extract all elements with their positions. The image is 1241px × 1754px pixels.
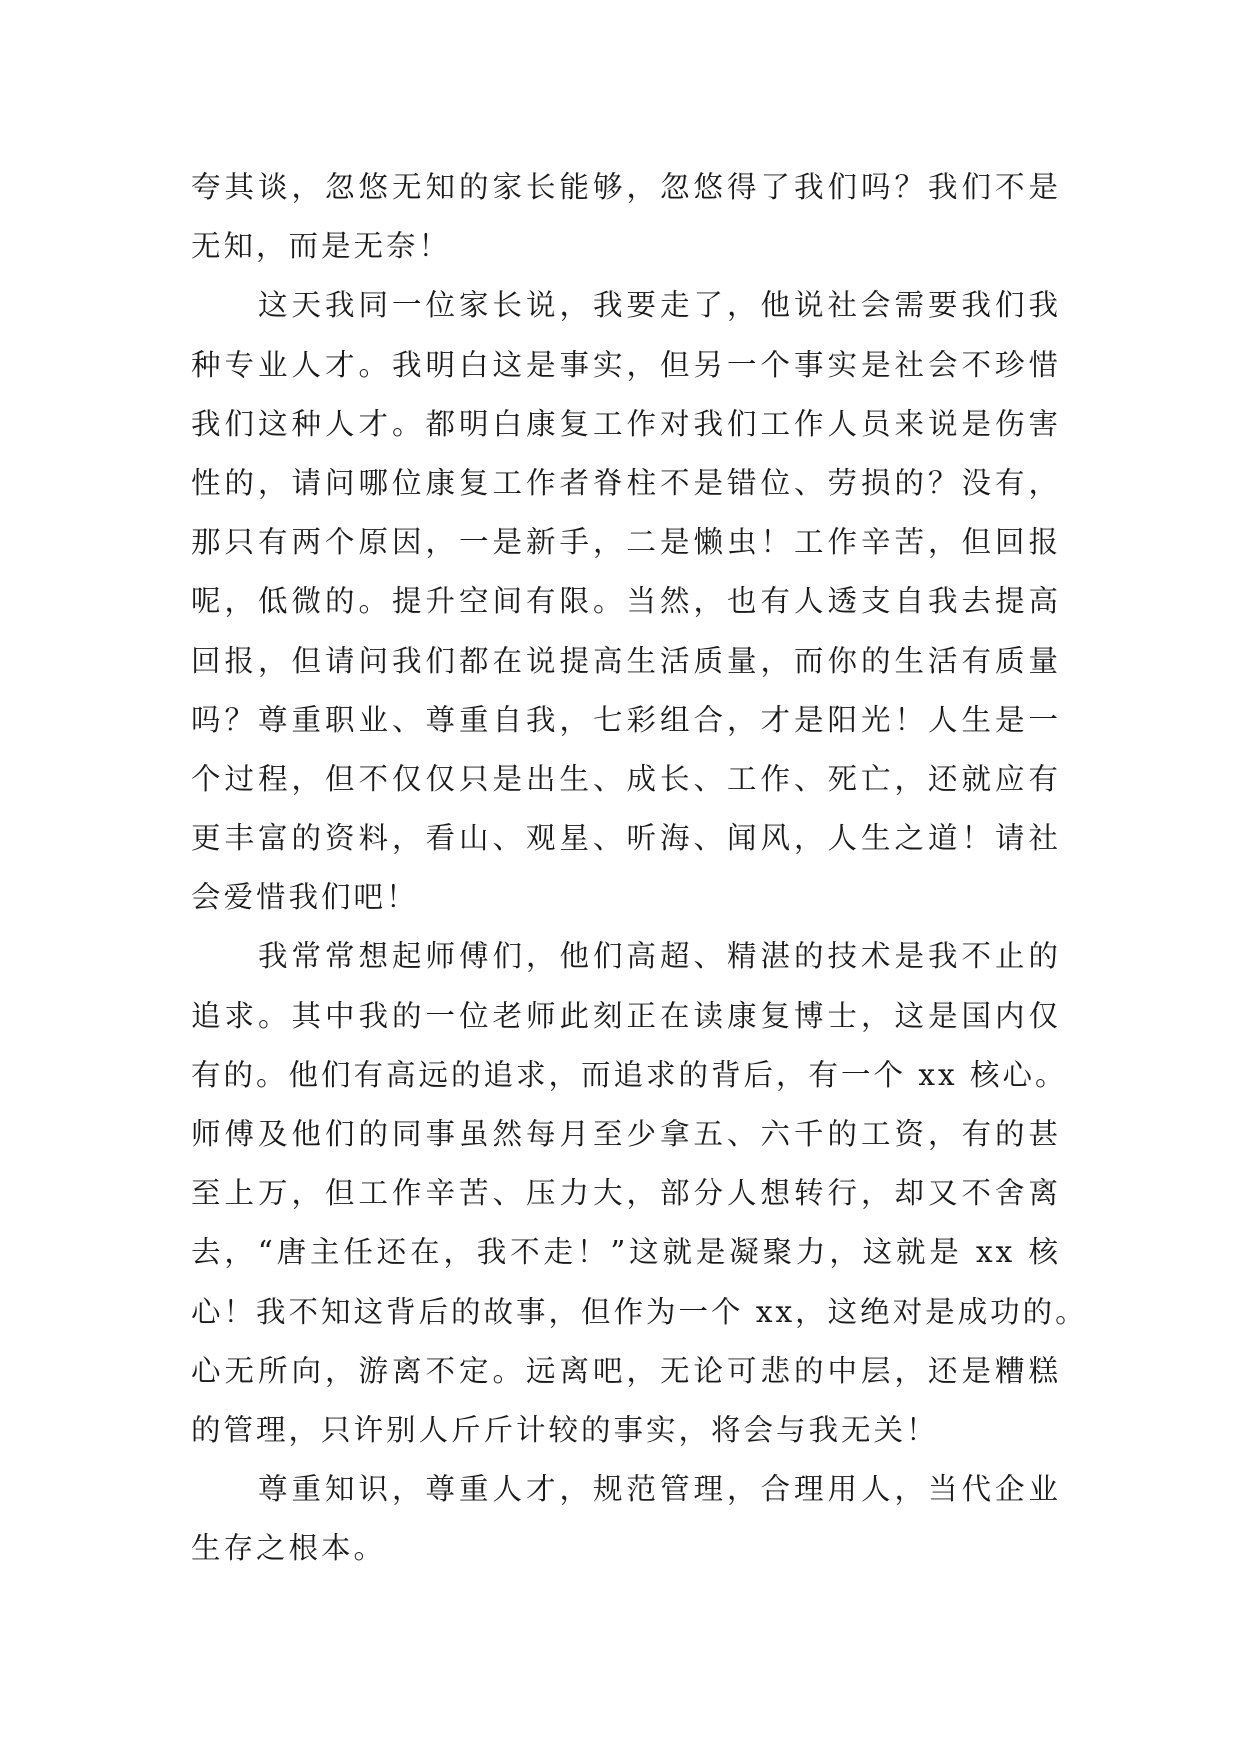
- text-line: 那只有两个原因，一是新手，二是懒虫！工作辛苦，但回报: [191, 525, 1061, 560]
- text-line: 种专业人才。我明白这是事实，但另一个事实是社会不珍惜: [191, 347, 1061, 382]
- text-line: 个过程，但不仅仅只是出生、成长、工作、死亡，还就应有: [191, 761, 1061, 796]
- text-line: 性的，请问哪位康复工作者脊柱不是错位、劳损的？没有，: [191, 465, 1061, 500]
- text-line: 呢，低微的。提升空间有限。当然，也有人透支自我去提高: [191, 584, 1061, 619]
- text-line: 去，“唐主任还在，我不走！”这就是凝聚力，这就是 xx 核: [191, 1235, 1061, 1270]
- text-line: 我们这种人才。都明白康复工作对我们工作人员来说是伤害: [191, 406, 1061, 441]
- text-line: 追求。其中我的一位老师此刻正在读康复博士，这是国内仅: [191, 998, 1061, 1033]
- text-line: 会爱惜我们吧！: [191, 880, 419, 915]
- text-line: 心！我不知这背后的故事，但作为一个 xx，这绝对是成功的。: [191, 1294, 1088, 1329]
- paragraph-start-line: 我常常想起师傅们，他们高超、精湛的技术是我不止的: [258, 939, 1061, 974]
- text-line: 的管理，只许别人斤斤计较的事实，将会与我无关！: [191, 1412, 939, 1447]
- text-line: 心无所向，游离不定。远离吧，无论可悲的中层，还是糟糕: [191, 1353, 1061, 1388]
- text-line: 生存之根本。: [191, 1531, 387, 1566]
- text-line: 更丰富的资料，看山、观星、听海、闻风，人生之道！请社: [191, 821, 1061, 856]
- text-line: 至上万，但工作辛苦、压力大，部分人想转行，却又不舍离: [191, 1176, 1061, 1211]
- text-line: 回报，但请问我们都在说提高生活质量，而你的生活有质量: [191, 643, 1061, 678]
- paragraph-start-line: 尊重知识，尊重人才，规范管理，合理用人，当代企业: [258, 1472, 1061, 1507]
- paragraph-start-line: 这天我同一位家长说，我要走了，他说社会需要我们我: [258, 288, 1061, 323]
- text-line: 师傅及他们的同事虽然每月至少拿五、六千的工资，有的甚: [191, 1117, 1061, 1151]
- text-line: 吗？尊重职业、尊重自我，七彩组合，才是阳光！人生是一: [191, 702, 1061, 737]
- document-body: [191, 158, 1088, 1579]
- text-line: 夸其谈，忽悠无知的家长能够，忽悠得了我们吗？我们不是: [191, 170, 1061, 204]
- text-line: 无知，而是无奈！: [191, 229, 452, 264]
- text-line: 有的。他们有高远的追求，而追求的背后，有一个 xx 核心。: [191, 1057, 1068, 1092]
